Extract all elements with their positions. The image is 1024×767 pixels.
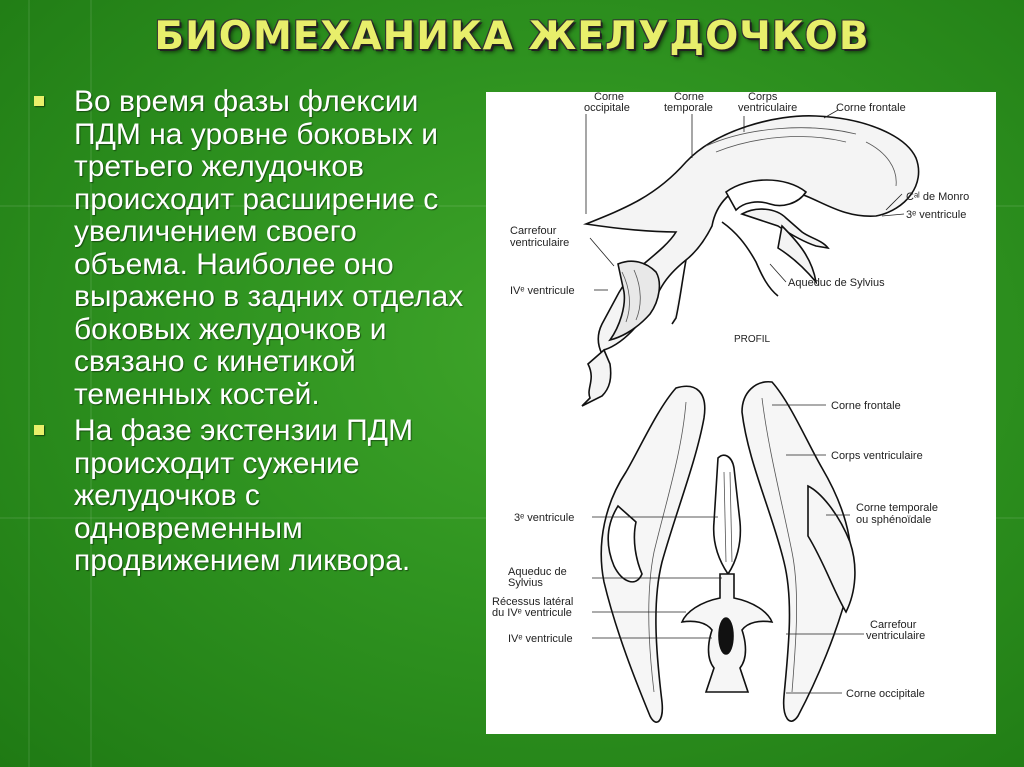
slide-title: БИОМЕХАНИКА ЖЕЛУДОЧКОВ <box>154 14 870 59</box>
bullet-item <box>34 86 474 411</box>
label-corps-ventriculaire-top: Corps ventriculaire <box>831 450 923 462</box>
bullet-list <box>34 86 474 578</box>
label-carrefour-top: Carrefour ventriculaire <box>866 619 926 642</box>
label-carrefour-profile: Carrefour ventriculaire <box>510 225 570 249</box>
label-fourth-ventricle-profile: IVᵉ ventricule <box>510 285 575 297</box>
bullet-text: На фазе экстензии ПДМ происходит сужение желудочков с одновременным продвижением ликвора. <box>74 414 414 577</box>
label-corps-ventriculaire-profile: Corps ventriculaire <box>738 92 798 114</box>
label-aqueduc-profile: Aqueduc de Sylvius <box>788 277 885 289</box>
label-third-ventricle-top: 3ᵉ ventricule <box>514 512 575 524</box>
bullet-text: Во время фазы флексии ПДМ на уровне боковых и третьего желудочков происходит расширение с увеличением своего объема. Наиболее оно выражено в задних отделах боковых желудочков и связано с кинетикой теменных костей. <box>74 85 464 411</box>
label-recessus-top: Récessus latéral du IVᵉ ventricule <box>492 596 574 619</box>
ventricles-illustration <box>486 92 996 734</box>
bullet-item <box>34 415 474 578</box>
label-monro-profile: Cᵃˡ de Monro <box>906 191 970 203</box>
label-third-ventricle-profile: 3ᵉ ventricule <box>906 209 967 221</box>
background-line <box>28 0 30 767</box>
label-corne-occipitale-profile: Corne occipitale <box>584 92 630 114</box>
top-ventricles-shape <box>601 382 855 722</box>
bullet-marker-icon <box>34 96 44 106</box>
label-fourth-ventricle-top: IVᵉ ventricule <box>508 633 573 645</box>
label-corne-frontale-profile: Corne frontale <box>836 102 906 114</box>
label-corne-frontale-top: Corne frontale <box>831 400 901 412</box>
label-corne-occipitale-top: Corne occipitale <box>846 688 925 700</box>
label-aqueduc-top: Aqueduc de Sylvius <box>508 566 567 589</box>
ventricles-drawing <box>486 92 996 734</box>
label-profil: PROFIL <box>734 334 771 345</box>
profile-ventricles-shape <box>582 116 919 406</box>
bullet-marker-icon <box>34 425 44 435</box>
label-corne-temporale-profile: Corne temporale <box>664 92 713 114</box>
label-corne-temporale-top: Corne temporale ou sphénoïdale <box>856 502 938 526</box>
